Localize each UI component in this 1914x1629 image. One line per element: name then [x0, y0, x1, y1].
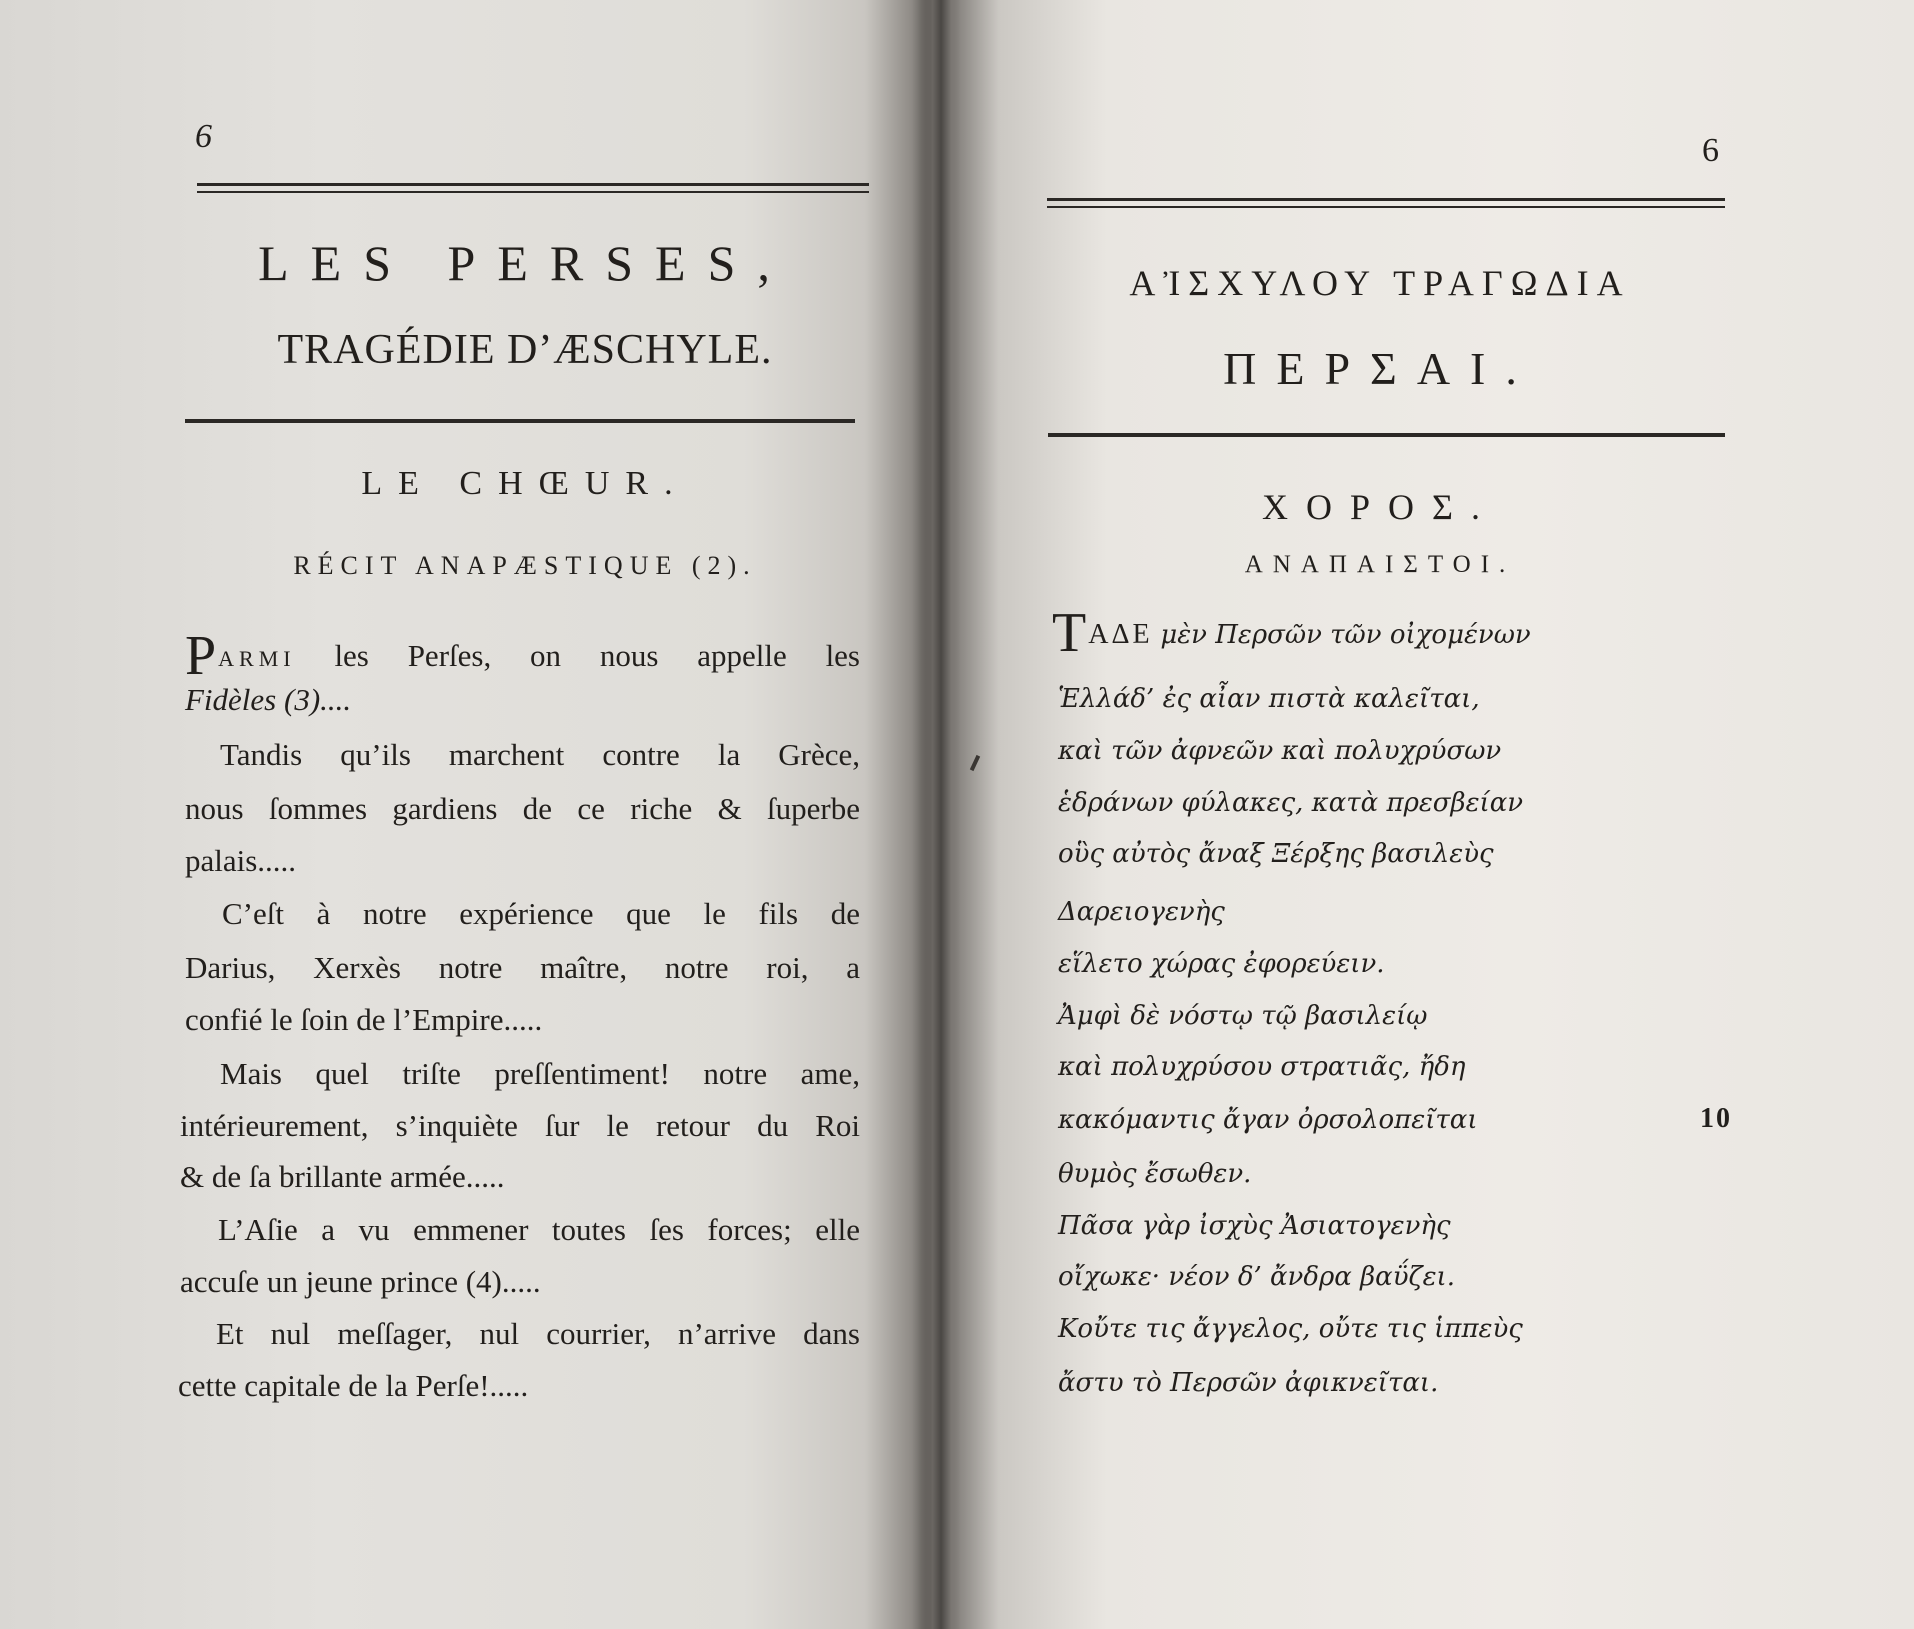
left-text-line-15: cette capitale de la Perſe!..... — [178, 1368, 529, 1403]
right-page-subtitle: ΠΕΡΣΑΙ. — [1223, 343, 1537, 394]
book-gutter-shadow — [918, 0, 960, 1629]
left-text-line-6: C’eſt à notre expérience que le fils de — [222, 896, 860, 931]
right-drop-cap: Τ — [1052, 602, 1087, 664]
right-text-line-7: εἵλετο χώρας ἐφορεύειν. — [1058, 949, 1385, 979]
left-text-line-1-body: les Perſes, on nous appelle les — [334, 638, 861, 673]
left-text-line-3: Tandis qu’ils marchent contre la Grèce, — [220, 737, 860, 772]
right-text-line-1-body: μὲν Περσῶν τῶν οἰχομένων — [1160, 620, 1531, 650]
right-text-line-10: κακόμαντις ἄγαν ὀρσολοπεῖται — [1058, 1105, 1478, 1135]
left-page — [0, 0, 930, 1629]
right-text-line-11: θυμὸς ἔσωθεν. — [1058, 1159, 1252, 1189]
right-header-double-rule — [1047, 198, 1725, 208]
left-text-line-10: intérieurement, s’inquiète ſur le retour du Roi — [180, 1108, 860, 1143]
left-page-subtitle: TRAGÉDIE D’ÆSCHYLE. — [277, 327, 773, 373]
left-text-line-14: Et nul meſſager, nul courrier, n’arrive dans — [216, 1316, 860, 1351]
right-page — [930, 0, 1914, 1629]
left-text-line-13: accuſe un jeune prince (4)..... — [180, 1264, 541, 1299]
left-text-line-2: Fidèles (3).... — [185, 682, 352, 717]
verse-line-number-marker: 10 — [1700, 1103, 1732, 1134]
left-text-line-8: confié le ſoin de l’Empire..... — [185, 1002, 543, 1037]
right-text-line-4: ἑδράνων φύλακες, κατὰ πρεσβείαν — [1058, 788, 1524, 818]
right-title-rule — [1048, 433, 1725, 437]
right-text-line-15: ἄστυ τὸ Περσῶν ἀφικνεῖται. — [1058, 1368, 1439, 1398]
right-text-line-14: Κοὔτε τις ἄγγελος, οὔτε τις ἱππεὺς — [1058, 1314, 1523, 1344]
left-text-line-11: & de ſa brillante armée..... — [180, 1159, 505, 1194]
left-text-line-5: palais..... — [185, 843, 297, 878]
left-first-word: ARMI — [218, 646, 296, 671]
left-speaker-heading: LE CHŒUR. — [361, 465, 689, 502]
left-text-line-4: nous ſommes gardiens de ce riche & ſuperbe — [185, 791, 860, 826]
left-text-line-9: Mais quel triſte preſſentiment! notre ame, — [220, 1056, 860, 1091]
right-text-line-8: Ἀμφὶ δὲ νόστῳ τῷ βασιλείῳ — [1058, 1001, 1428, 1031]
right-text-line-2: Ἑλλάδ’ ἐς αἶαν πιστὰ καλεῖται, — [1058, 684, 1480, 714]
left-section-heading: RÉCIT ANAPÆSTIQUE (2). — [293, 551, 757, 580]
left-drop-cap: P — [185, 625, 217, 687]
left-text-line-1 — [185, 625, 861, 687]
right-section-heading: ΑΝΑΠΑΙΣΤΟΙ. — [1244, 551, 1516, 578]
left-page-title: LES PERSES, — [258, 235, 792, 291]
right-page-title: ΑἸΣΧΥΛΟΥ ΤΡΑΓΩΔΙΑ — [1129, 263, 1631, 303]
left-page-number: 6 — [195, 118, 212, 155]
right-text-line-1 — [1052, 602, 1531, 664]
right-speaker-heading: ΧΟΡΟΣ. — [1262, 487, 1498, 527]
right-text-line-13: οἴχωκε· νέον δ’ ἄνδρα βαΰζει. — [1058, 1262, 1456, 1292]
right-first-word: ΑΔΕ — [1088, 619, 1153, 650]
right-text-line-5: οὓς αὐτὸς ἄναξ Ξέρξης βασιλεὺς — [1058, 839, 1494, 869]
right-text-line-9: καὶ πολυχρύσου στρατιᾶς, ἤδη — [1058, 1052, 1466, 1082]
left-header-double-rule — [197, 183, 869, 193]
right-page-number: 6 — [1702, 132, 1719, 169]
right-text-line-12: Πᾶσα γὰρ ἰσχὺς Ἀσιατογενὴς — [1058, 1211, 1451, 1241]
right-text-line-6: Δαρειογενὴς — [1058, 897, 1225, 927]
left-text-line-12: L’Aſie a vu emmener toutes ſes forces; elle — [218, 1212, 860, 1247]
right-text-line-3: καὶ τῶν ἀφνεῶν καὶ πολυχρύσων — [1058, 736, 1502, 766]
left-text-line-7: Darius, Xerxès notre maître, notre roi, a — [185, 950, 860, 985]
left-title-rule — [185, 419, 855, 423]
